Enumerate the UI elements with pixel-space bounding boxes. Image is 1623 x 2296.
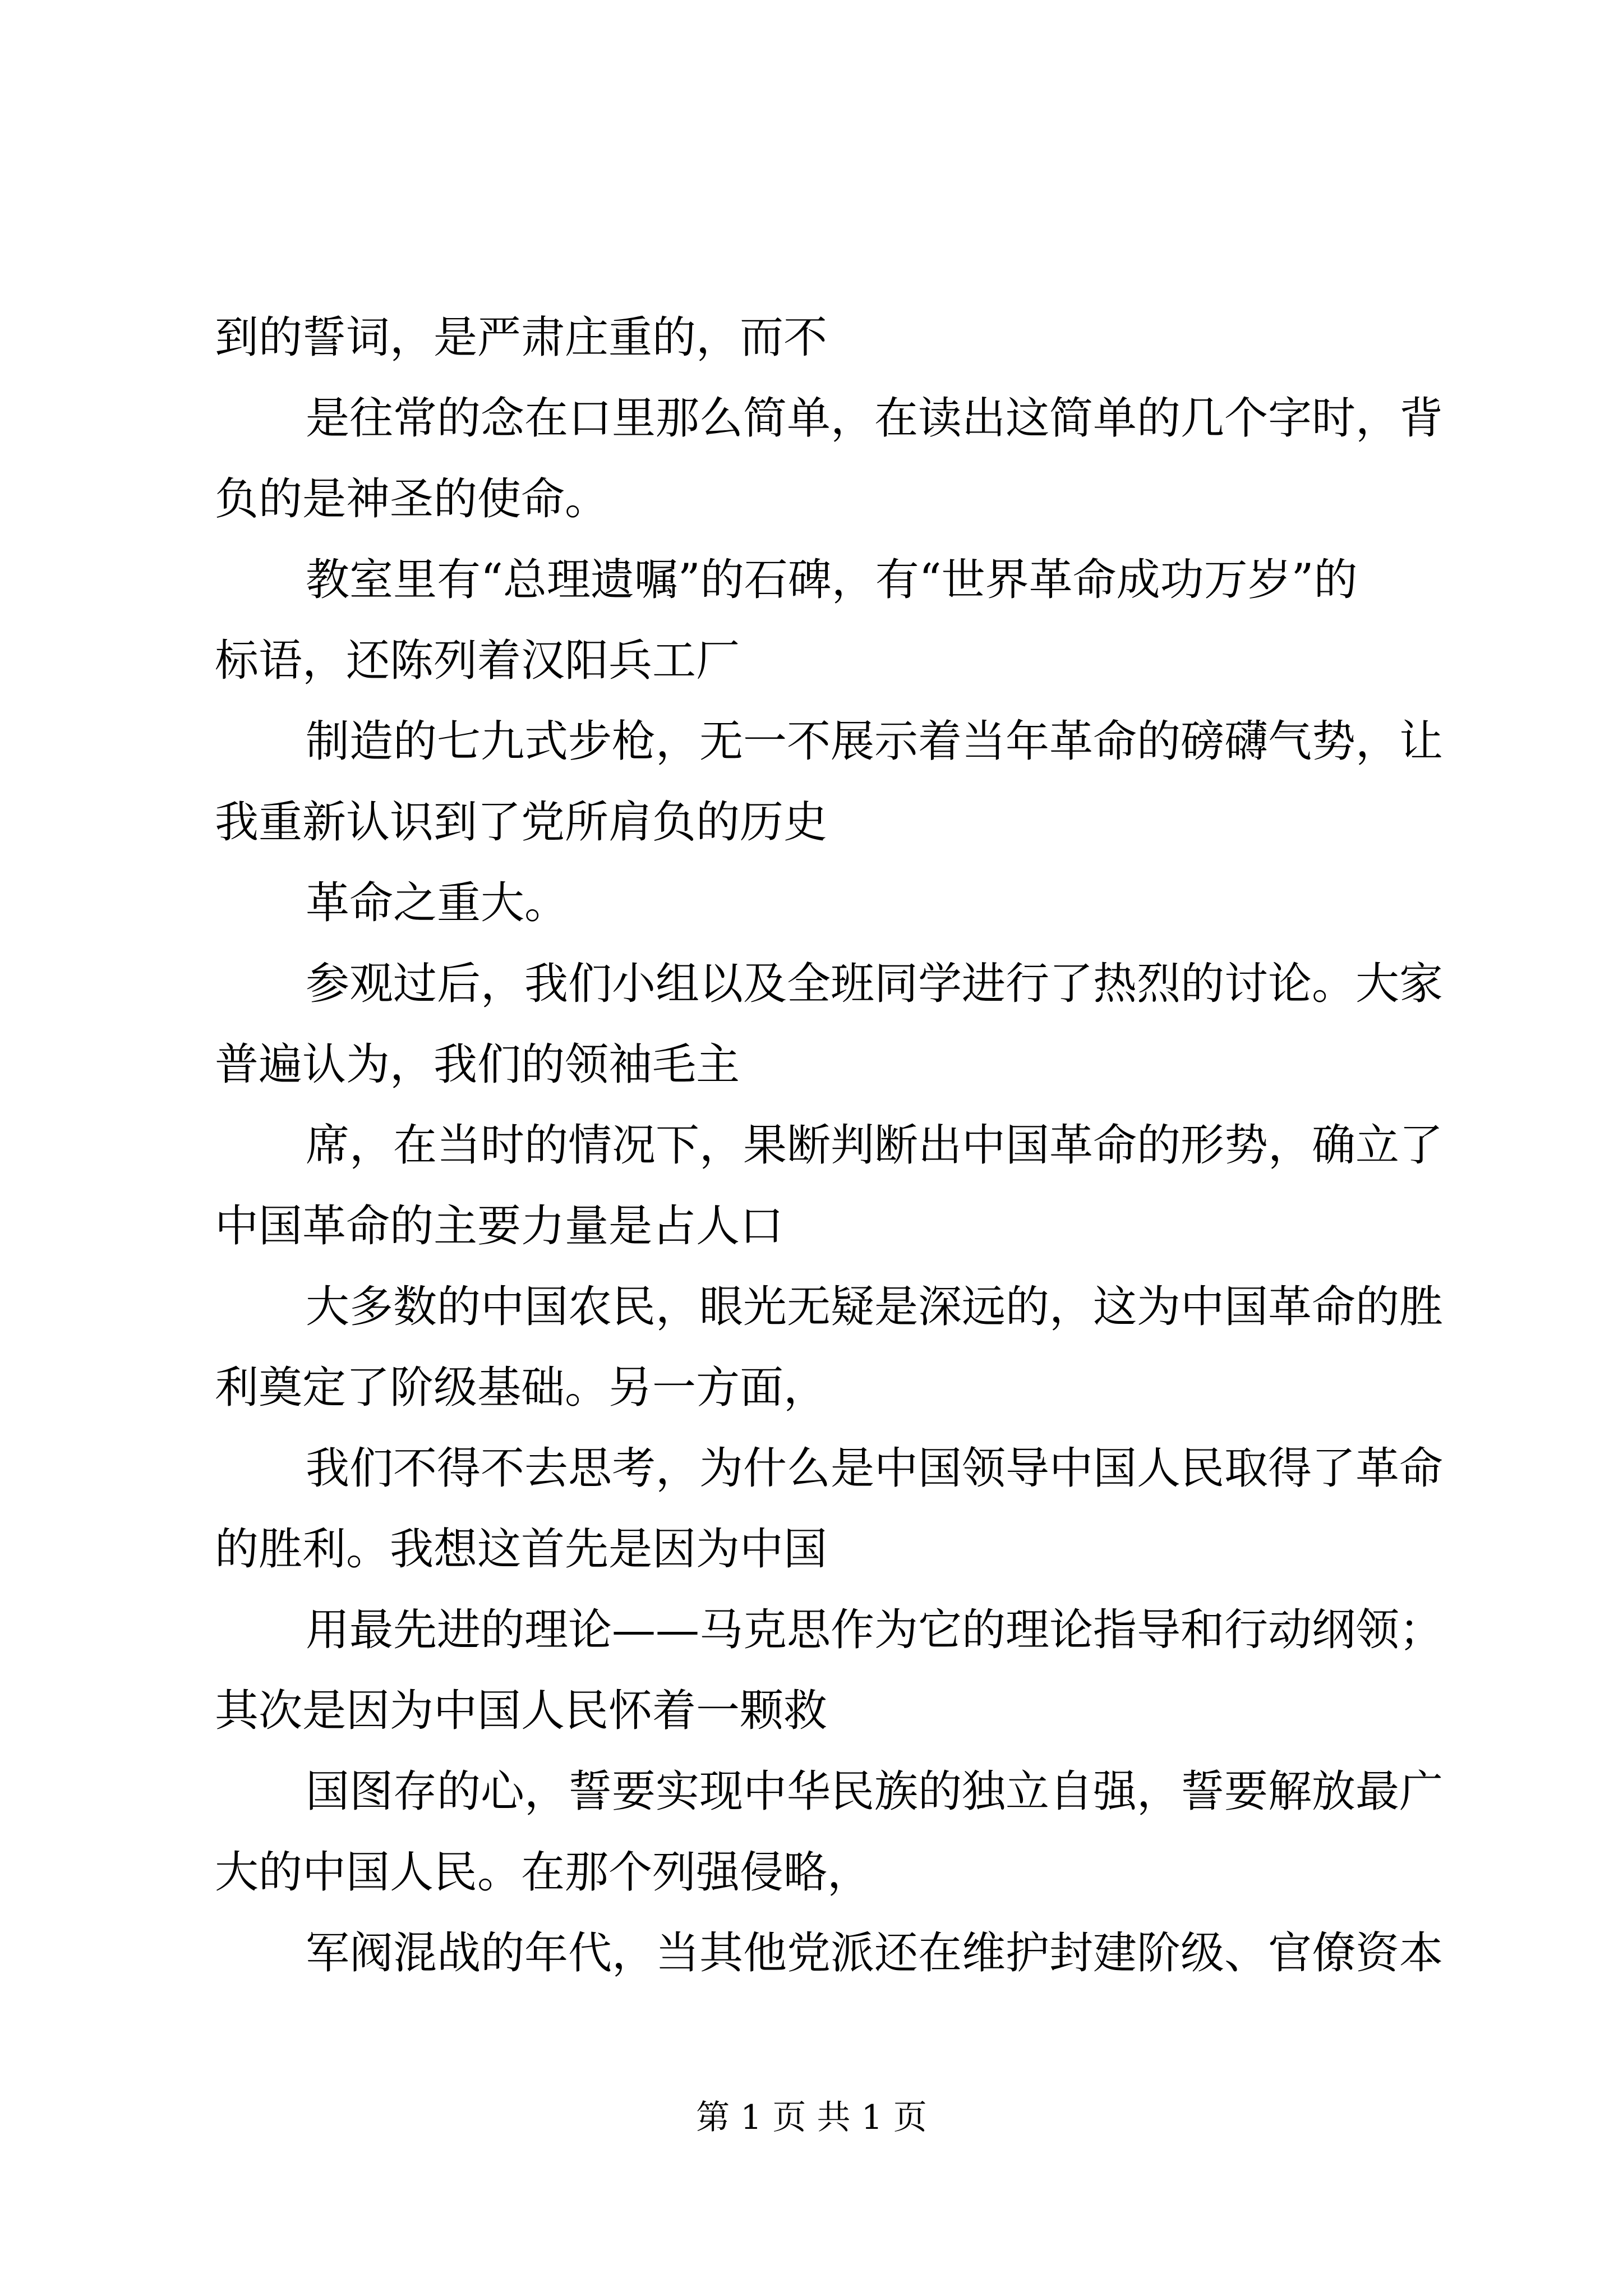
text-line: 教室里有“总理遗嘱”的石碑，有“世界革命成功万岁”的 [306, 555, 1358, 605]
text-line: 其次是因为中国人民怀着一颗救 [215, 1686, 828, 1736]
text-line: 席，在当时的情况下，果断判断出中国革命的形势，确立了 [306, 1120, 1444, 1171]
document-body [215, 297, 1444, 1994]
text-line: 的胜利。我想这首先是因为中国 [215, 1524, 828, 1575]
text-line: 用最先进的理论——马克思作为它的理论指导和行动纲领； [306, 1605, 1444, 1655]
text-line: 到的誓词，是严肃庄重的，而不 [215, 312, 828, 363]
text-line: 中国革命的主要力量是占人口 [215, 1201, 784, 1251]
text-line: 标语，还陈列着汉阳兵工厂 [215, 636, 740, 686]
text-line: 革命之重大。 [306, 878, 569, 928]
text-line: 制造的七九式步枪，无一不展示着当年革命的磅礴气势，让 [306, 716, 1444, 767]
text-line: 负的是神圣的使命。 [215, 474, 609, 524]
text-line: 利奠定了阶级基础。另一方面， [215, 1363, 828, 1413]
text-line: 军阀混战的年代，当其他党派还在维护封建阶级、官僚资本 [306, 1928, 1444, 1978]
text-line: 大的中国人民。在那个列强侵略， [215, 1847, 872, 1898]
text-line: 国图存的心，誓要实现中华民族的独立自强，誓要解放最广 [306, 1766, 1444, 1817]
text-line: 我们不得不去思考，为什么是中国领导中国人民取得了革命 [306, 1443, 1444, 1494]
text-line: 我重新认识到了党所肩负的历史 [215, 797, 828, 848]
page-footer: 第 1 页 共 1 页 [696, 2098, 927, 2137]
text-line: 是往常的念在口里那么简单，在读出这简单的几个字时，背 [306, 393, 1444, 444]
text-line: 普遍认为，我们的领袖毛主 [215, 1039, 740, 1090]
text-line: 参观过后，我们小组以及全班同学进行了热烈的讨论。大家 [306, 959, 1444, 1009]
text-line: 大多数的中国农民，眼光无疑是深远的，这为中国革命的胜 [306, 1282, 1444, 1332]
